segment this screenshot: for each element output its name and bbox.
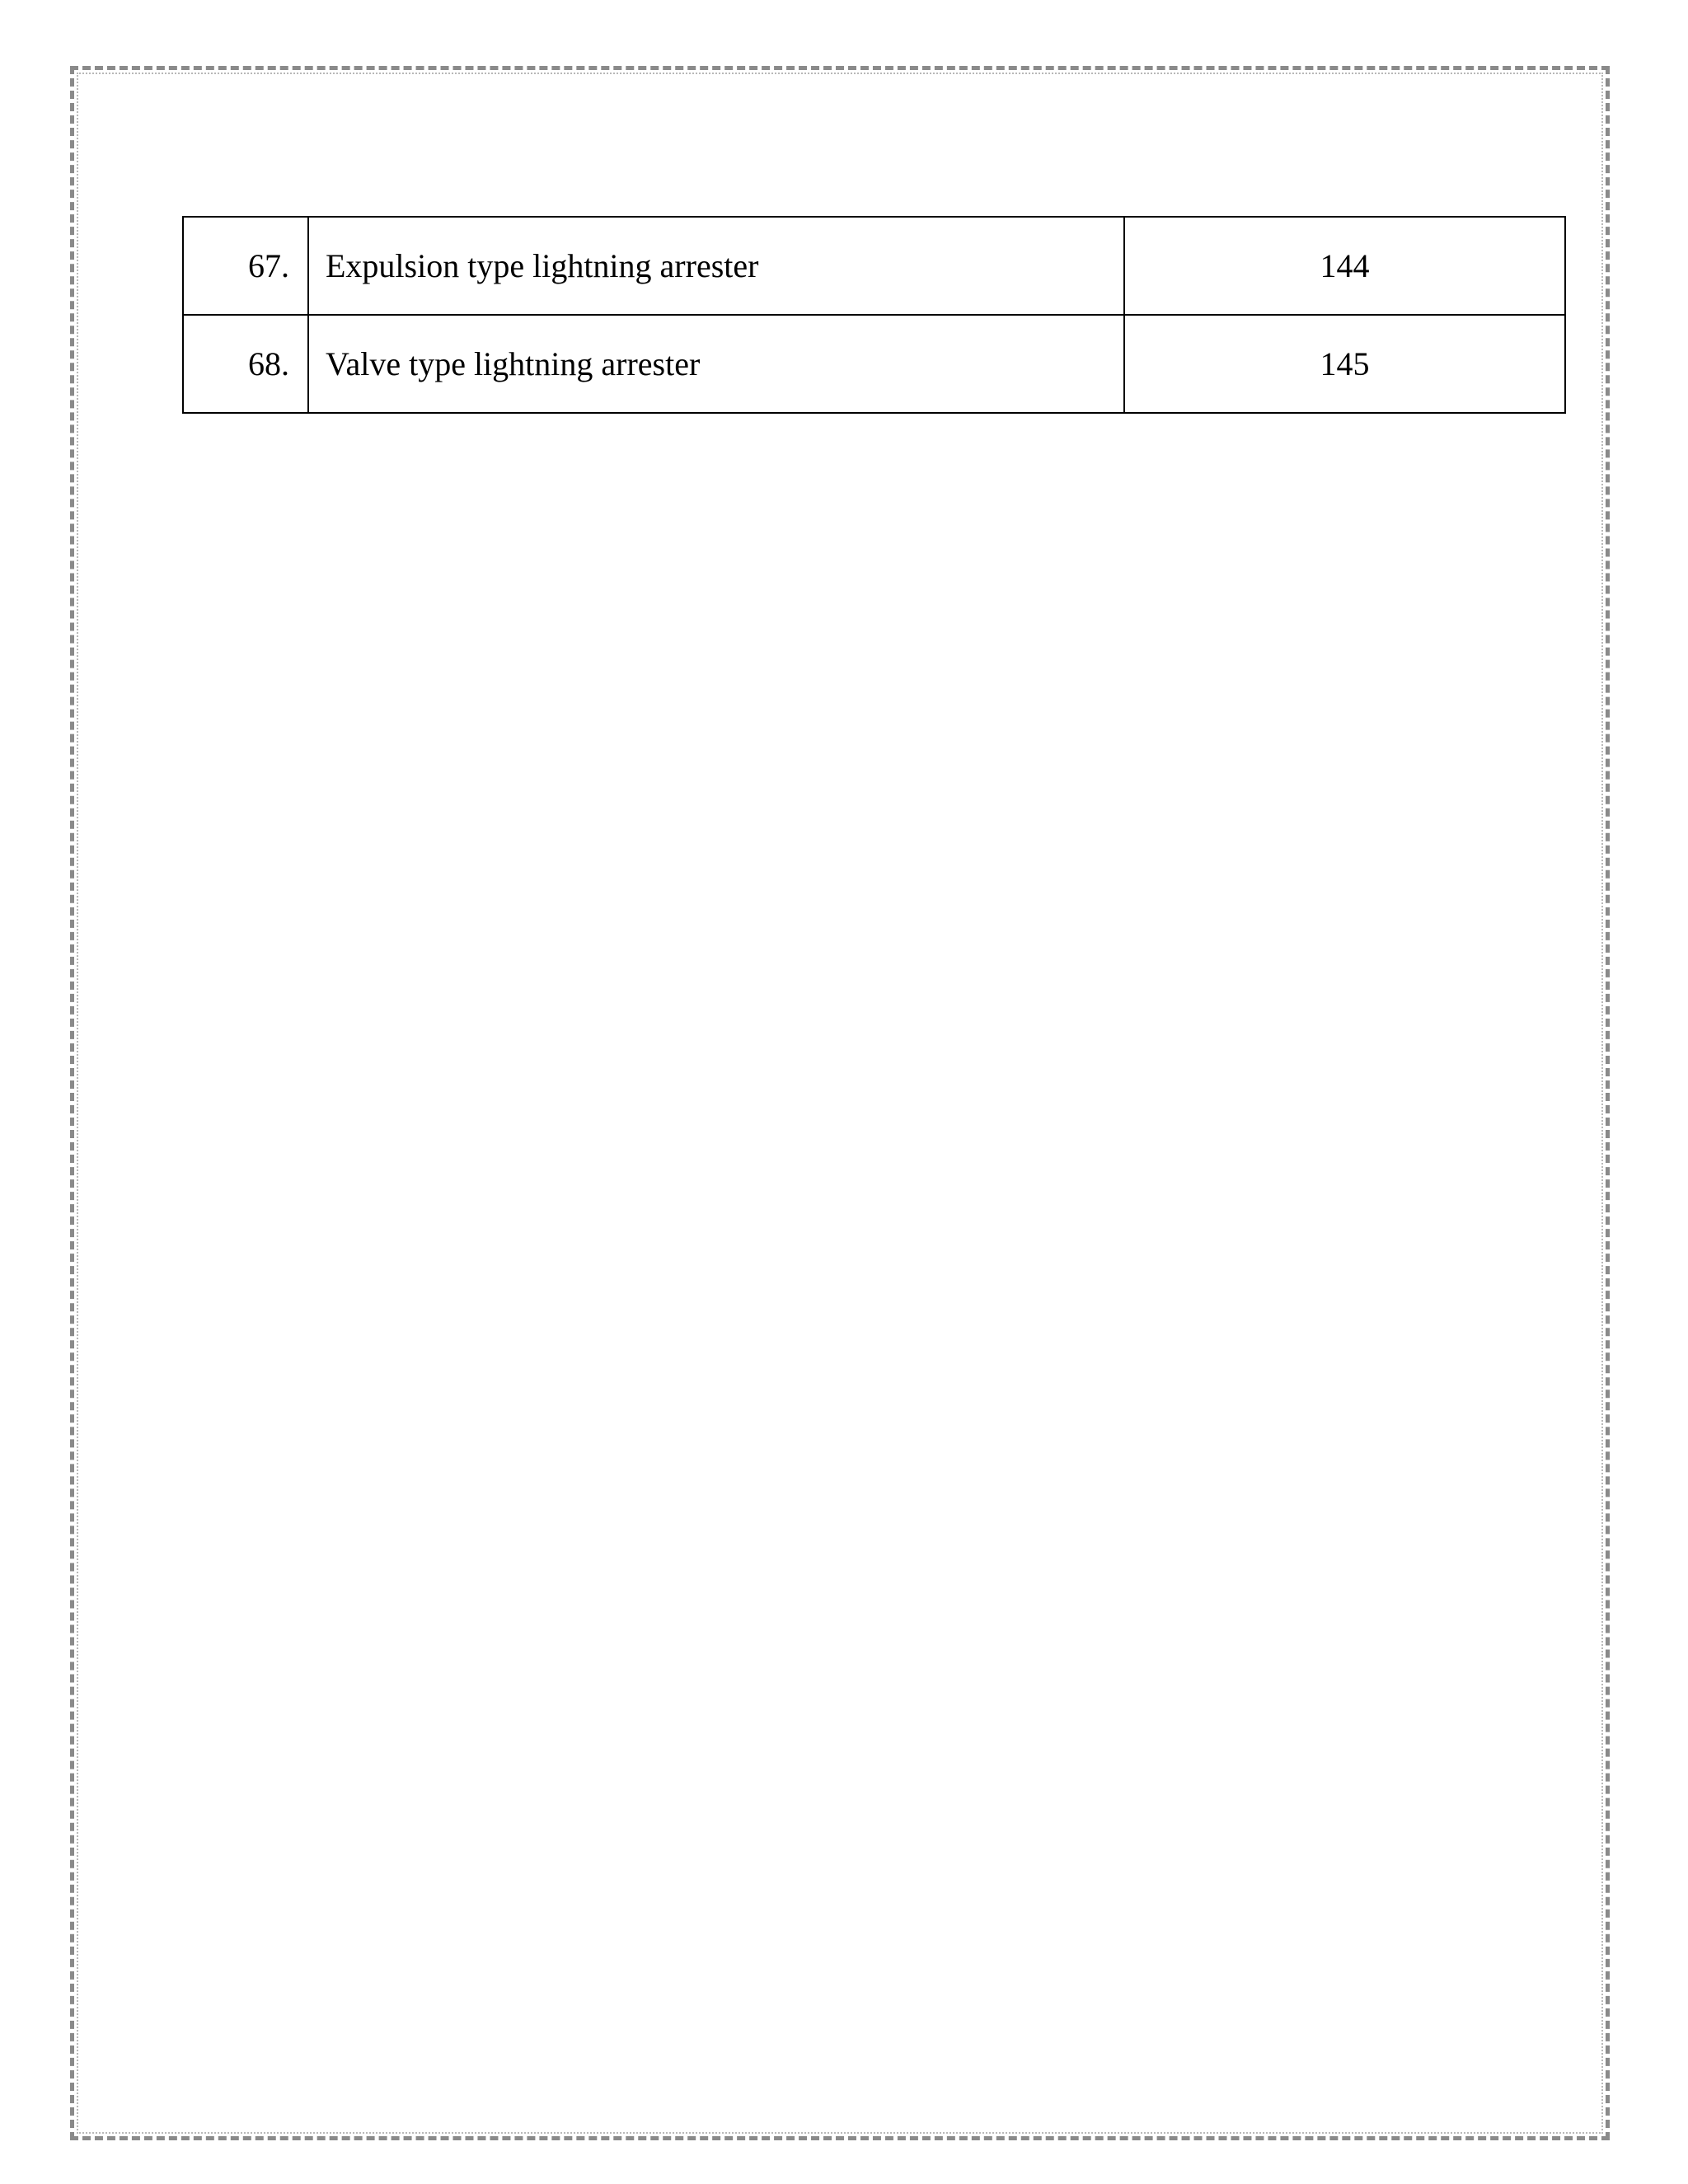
table-row	[183, 217, 1565, 315]
row-page-number: 145	[1124, 315, 1565, 413]
row-title: Valve type lightning arrester	[308, 315, 1124, 413]
index-table	[182, 216, 1566, 414]
row-title: Expulsion type lightning arrester	[308, 217, 1124, 315]
row-page-number: 144	[1124, 217, 1565, 315]
table-row	[183, 315, 1565, 413]
row-number: 67.	[183, 217, 308, 315]
row-number: 68.	[183, 315, 308, 413]
